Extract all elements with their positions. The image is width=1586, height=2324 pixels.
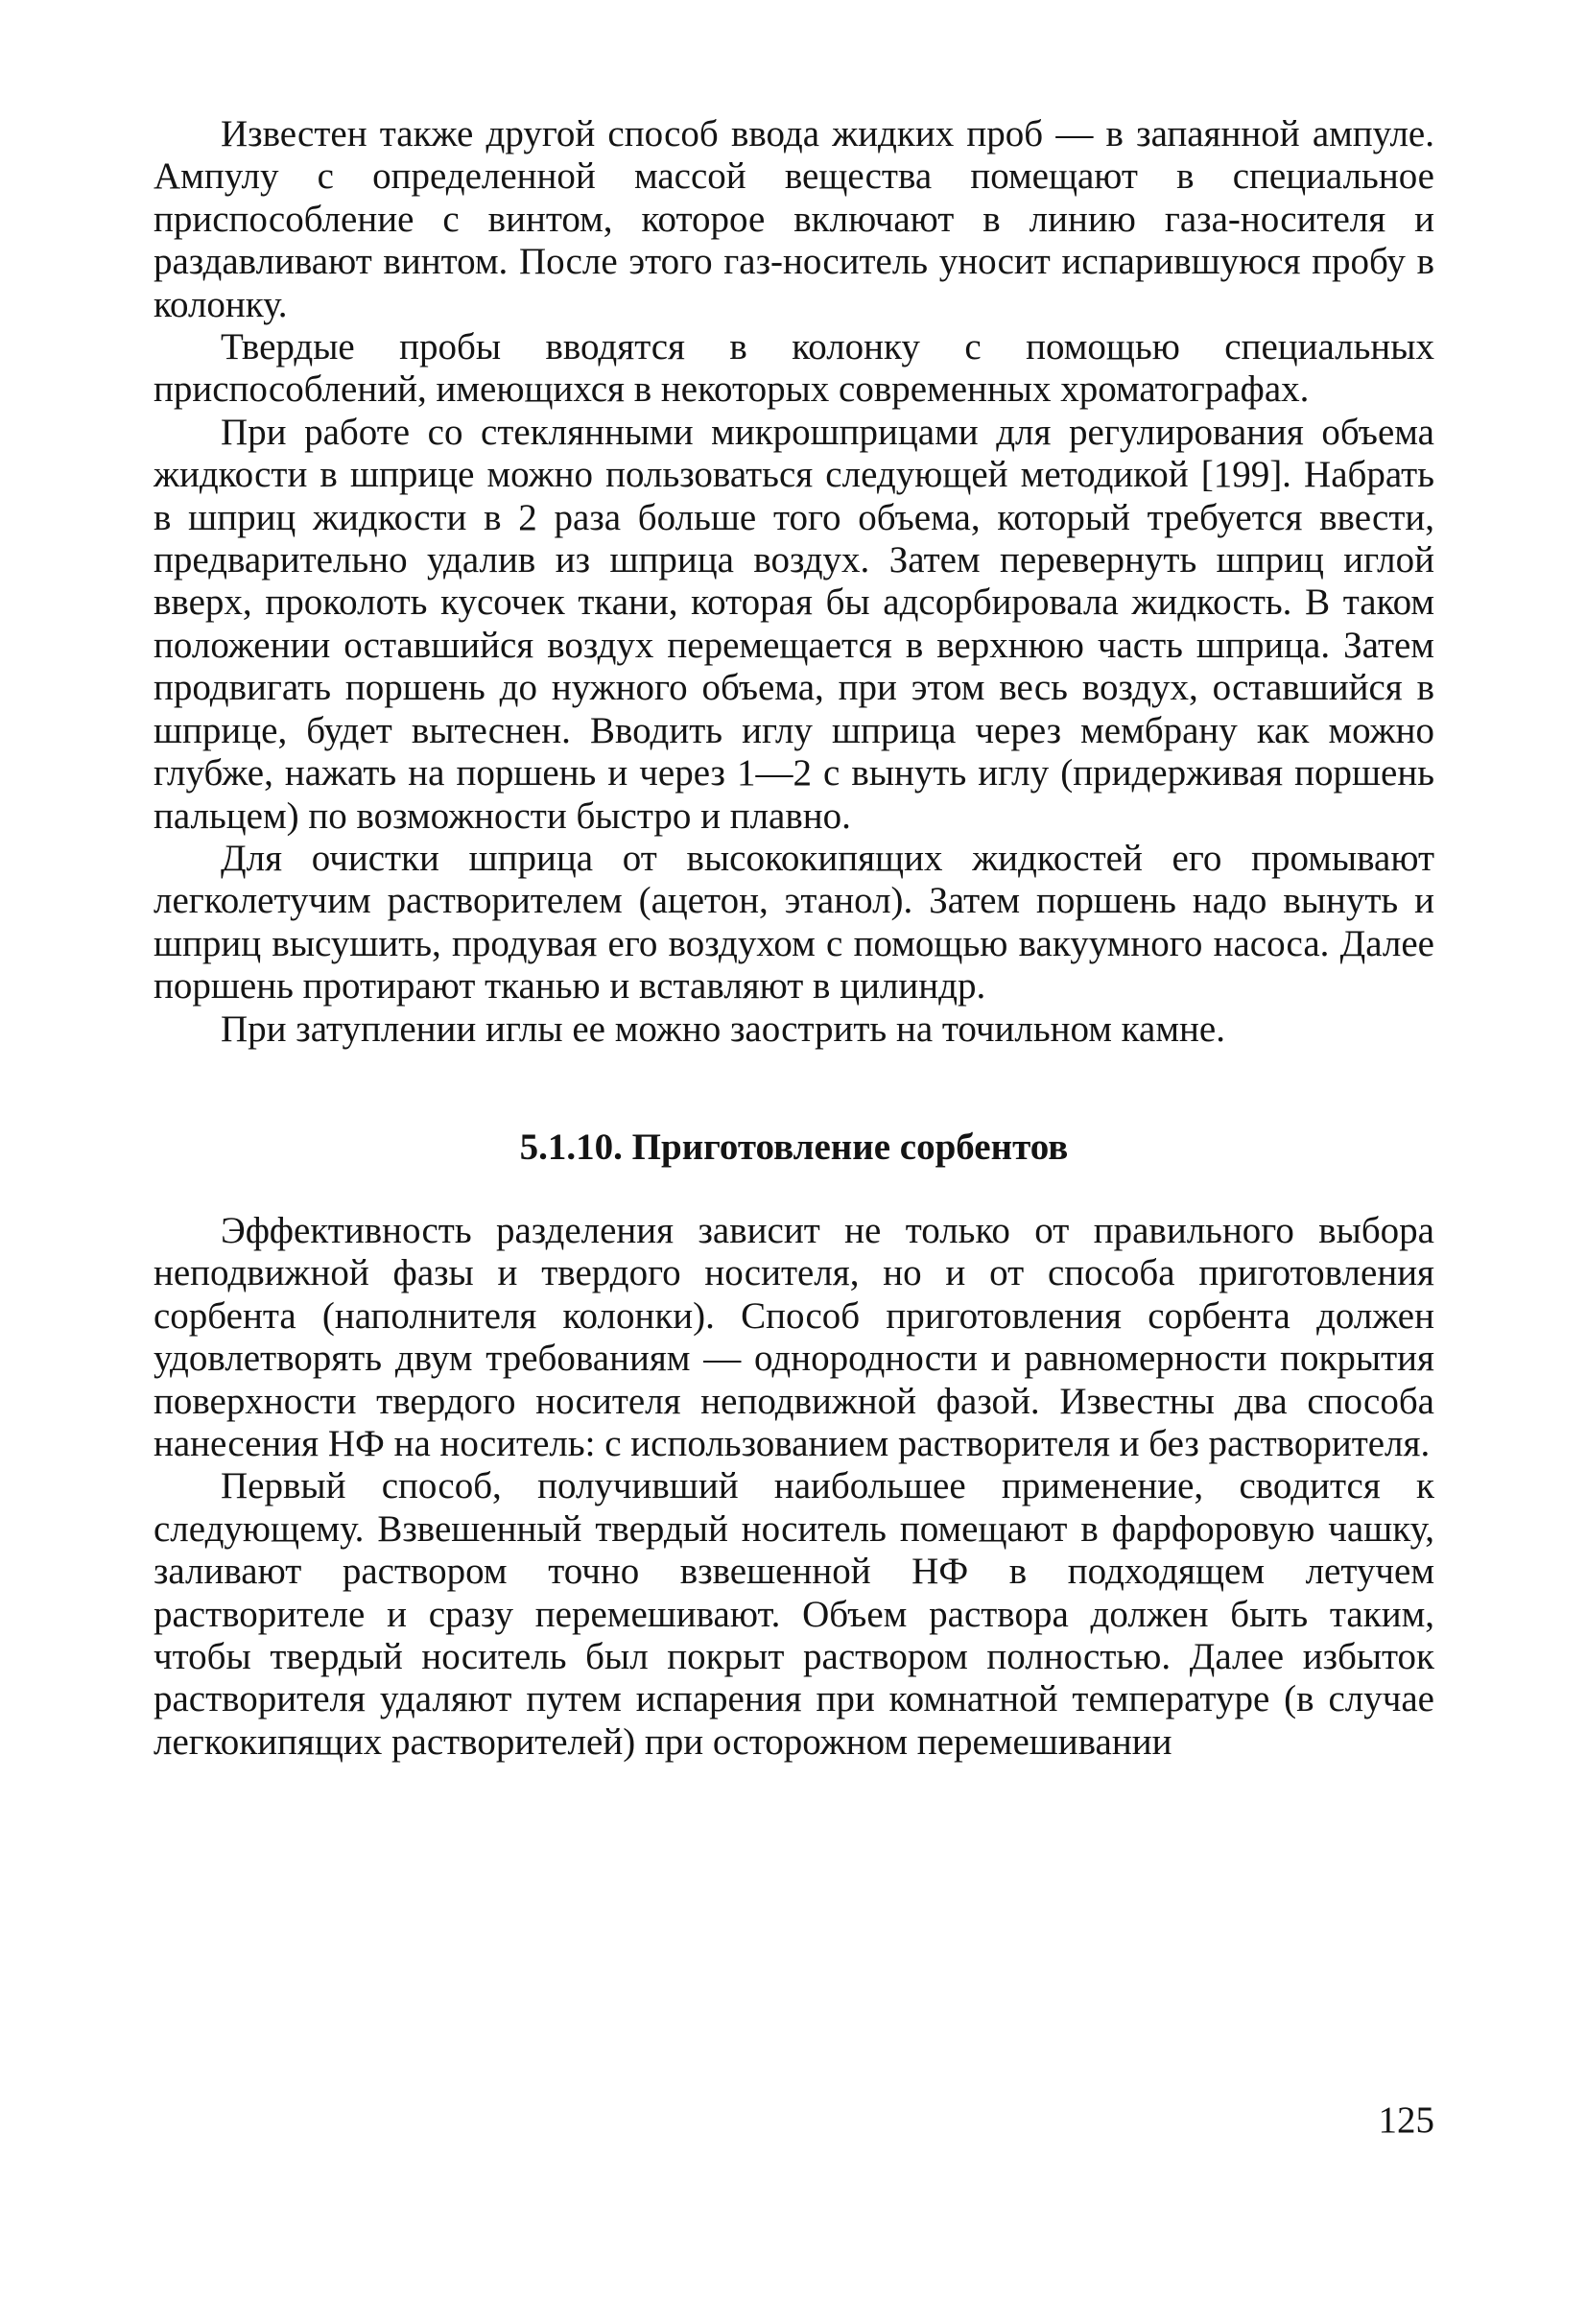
section-heading: 5.1.10. Приготовление сорбентов bbox=[519, 1126, 1069, 1168]
page-number: 125 bbox=[1378, 2099, 1434, 2141]
paragraph-first-method: Первый способ, получивший наибольшее применение, сводится к следующему. Взвешенный твердый носитель помещают в фарфоровую чашку, заливают раствором точно взвешенной НФ в подходящем летучем растворителе и сразу перемешивают. Объем раствора должен быть таким, чтобы твердый носитель был покрыт раствором полностью. Далее избыток растворителя удаляют путем испарения при комнатной температуре (в случае легкокипящих растворителей) при осторожном перемешивании bbox=[154, 1465, 1434, 1763]
paragraph-microsyringe-method: При работе со стеклянными микрошприцами для регулирования объема жидкости в шприце можно пользоваться следующей методикой [199]. Набрать в шприц жидкости в 2 раза больше того объема, который требуется ввести, предварительно удалив из шприца воздух. Затем перевернуть шприц иглой вверх, проколоть кусочек ткани, которая бы адсорбировала жидкость. В таком положении оставшийся воздух перемещается в верхнюю часть шприца. Затем продвигать поршень до нужного объема, при этом весь воздух, оставшийся в шприце, будет вытеснен. Вводить иглу шприца через мембрану как можно глубже, нажать на поршень и через 1—2 с вынуть иглу (придерживая поршень пальцем) по возможности быстро и плавно. bbox=[154, 411, 1434, 837]
paragraph-syringe-cleaning: Для очистки шприца от высококипящих жидкостей его промывают легколетучим растворителем (ацетон, этанол). Затем поршень надо вынуть и шприц высушить, продувая его воздухом с помощью вакуумного насоса. Далее поршень протирают тканью и вставляют в цилиндр. bbox=[154, 837, 1434, 1008]
paragraph-sorbent-efficiency: Эффективность разделения зависит не только от правильного выбора неподвижной фазы и твердого носителя, но и от способа приготовления сорбента (наполнителя колонки). Способ приготовления сорбента должен удовлетворять двум требованиям — однородности и равномерности покрытия поверхности твердого носителя неподвижной фазой. Известны два способа нанесения НФ на носитель: с использованием растворителя и без растворителя. bbox=[154, 1209, 1434, 1464]
paragraph-ampoule-injection: Известен также другой способ ввода жидких проб — в запаянной ампуле. Ампулу с определенной массой вещества помещают в специальное приспособление с винтом, которое включают в линию газа-носителя и раздавливают винтом. После этого газ-носитель уносит испарившуюся пробу в колонку. bbox=[154, 113, 1434, 325]
text-column bbox=[154, 113, 1434, 1764]
paragraph-needle-sharpening: При затуплении иглы ее можно заострить на точильном камне. bbox=[221, 1008, 1225, 1050]
paragraph-solid-samples: Твердые пробы вводятся в колонку с помощью специальных приспособлений, имеющихся в некоторых современных хроматографах. bbox=[154, 326, 1434, 411]
